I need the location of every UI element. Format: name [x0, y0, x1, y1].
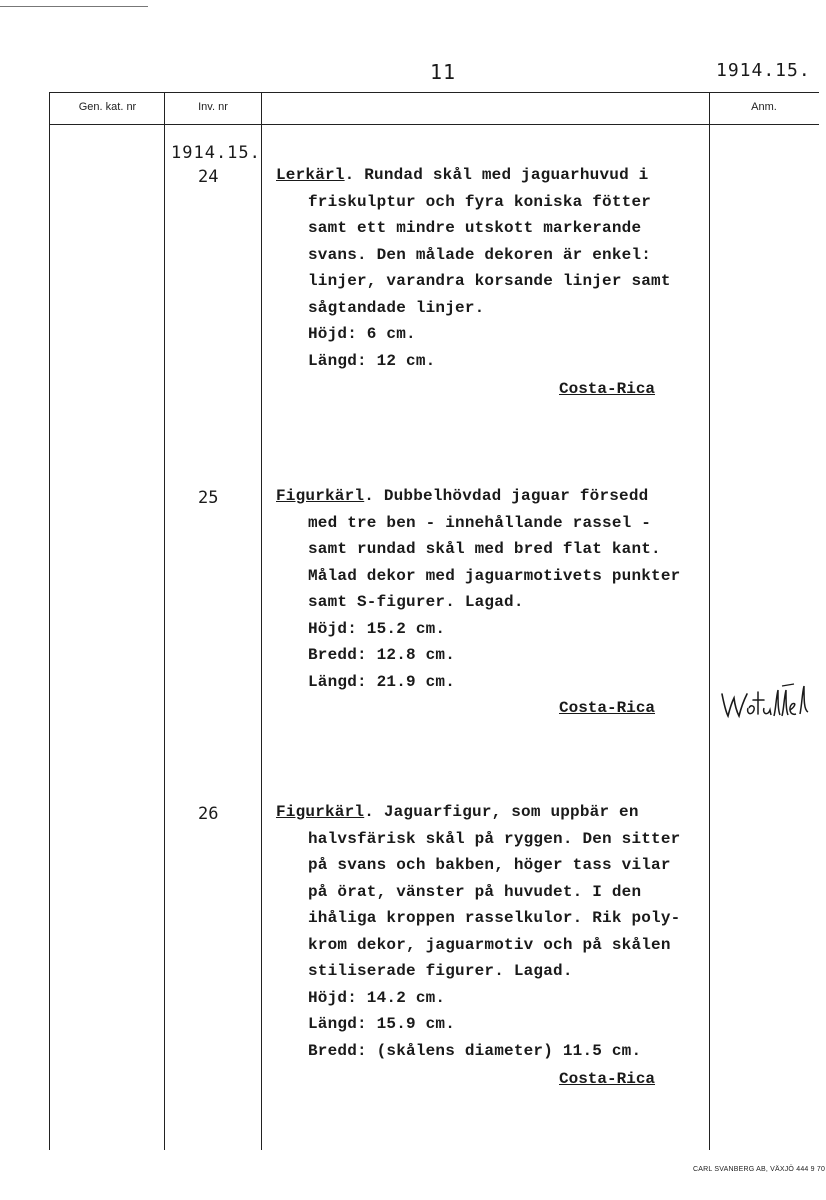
- entry-line: Höjd: 6 cm.: [308, 325, 416, 343]
- column-divider-anm: [709, 92, 710, 1150]
- top-rule: [0, 6, 148, 7]
- provenance-place: Costa-Rica: [559, 1070, 656, 1088]
- catalog-entry: [276, 162, 671, 374]
- entry-line: . Dubbelhövdad jaguar försedd: [364, 487, 649, 505]
- entry-line: krom dekor, jaguarmotiv och på skålen: [308, 935, 671, 954]
- entry-line: ihåliga kroppen rasselkulor. Rik poly-: [308, 909, 681, 927]
- entry-line: . Rundad skål med jaguarhuvud i: [344, 166, 649, 184]
- entry-line: Längd: 12 cm.: [308, 351, 436, 370]
- entry-line: samt ett mindre utskott markerande: [308, 219, 642, 237]
- entry-line: Längd: 15.9 cm.: [308, 1015, 456, 1033]
- column-header-gen-kat: Gen. kat. nr: [78, 101, 137, 113]
- column-divider-inv: [261, 92, 262, 1150]
- series-label: 1914.15.: [171, 143, 261, 163]
- entry-line: halvsfärisk skål på ryggen. Den sitter: [308, 829, 681, 848]
- entry-line: samt S-figurer. Lagad.: [308, 593, 524, 611]
- entry-line: Höjd: 15.2 cm.: [308, 619, 446, 638]
- entry-line: . Jaguarfigur, som uppbär en: [364, 803, 639, 821]
- catalog-entry: [276, 483, 680, 695]
- entry-line: sågtandade linjer.: [308, 298, 485, 317]
- entry-line: med tre ben - innehållande rassel -: [308, 513, 652, 532]
- provenance-place: Costa-Rica: [559, 699, 656, 717]
- inventory-number: 25: [198, 488, 219, 508]
- inventory-number: 24: [198, 167, 219, 187]
- entry-line: på örat, vänster på huvudet. I den: [308, 882, 642, 901]
- entry-term: Lerkärl: [276, 166, 345, 184]
- column-divider-gen: [164, 92, 165, 1150]
- printer-imprint: CARL SVANBERG AB, VÄXJÖ 444 9 70: [693, 1166, 826, 1173]
- entry-line: Höjd: 14.2 cm.: [308, 988, 446, 1007]
- handwritten-annotation: [718, 682, 814, 724]
- entry-line: Bredd: 12.8 cm.: [308, 646, 456, 664]
- entry-line: stiliserade figurer. Lagad.: [308, 962, 573, 980]
- entry-line: Längd: 21.9 cm.: [308, 672, 456, 691]
- entry-line: Bredd: (skålens diameter) 11.5 cm.: [308, 1041, 642, 1060]
- entry-line: Målad dekor med jaguarmotivets punkter: [308, 566, 681, 585]
- series-reference: 1914.15.: [716, 60, 811, 81]
- column-header-anm: Anm.: [751, 101, 777, 113]
- entry-line: friskulptur och fyra koniska fötter: [308, 192, 652, 211]
- entry-line: på svans och bakben, höger tass vilar: [308, 856, 671, 874]
- column-header-inv-nr: Inv. nr: [198, 101, 228, 113]
- left-border: [49, 92, 50, 1150]
- entry-term: Figurkärl: [276, 803, 365, 821]
- catalog-entry: [276, 799, 680, 1064]
- entry-term: Figurkärl: [276, 487, 365, 505]
- entry-line: svans. Den målade dekoren är enkel:: [308, 245, 652, 264]
- inventory-number: 26: [198, 804, 219, 824]
- provenance-place: Costa-Rica: [559, 380, 656, 398]
- entry-line: samt rundad skål med bred flat kant.: [308, 540, 661, 558]
- entry-line: linjer, varandra korsande linjer samt: [308, 272, 671, 290]
- page-number: 11: [430, 60, 457, 84]
